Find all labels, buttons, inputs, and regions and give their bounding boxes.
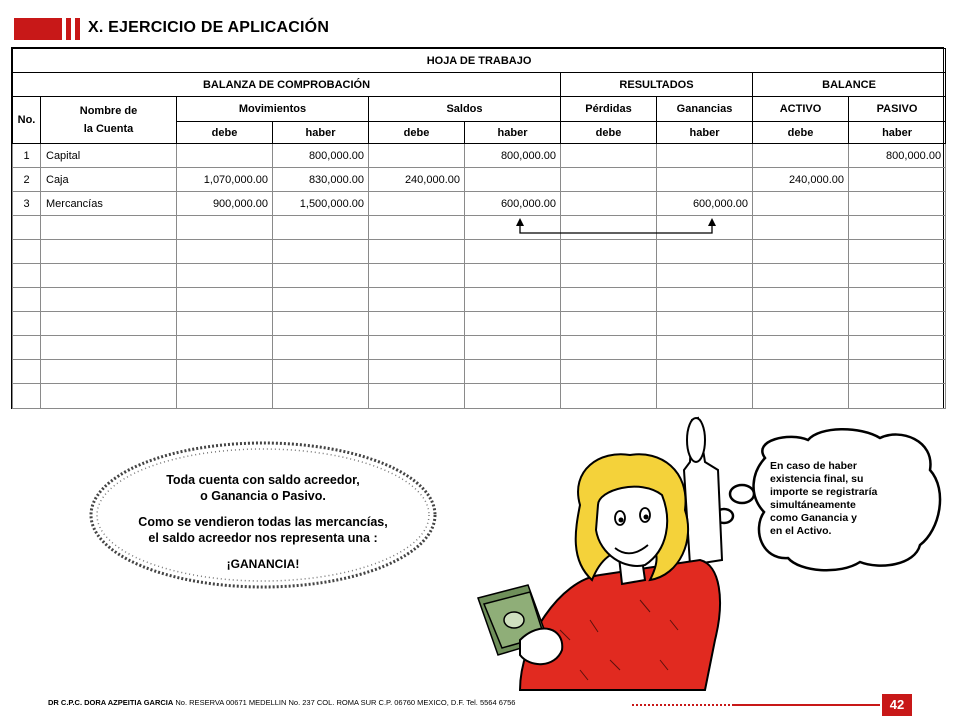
col-res-haber: haber [657,122,753,144]
cell-pasivo: 800,000.00 [849,144,946,168]
cell-mov-debe: 1,070,000.00 [177,168,273,192]
cell-sal-debe: 240,000.00 [369,168,465,192]
cloud-line-5: como Ganancia y [770,512,857,524]
cloud-line-4: simultáneamente [770,499,856,511]
row-number: 3 [13,192,41,216]
note-line-2: o Ganancia o Pasivo. [200,489,326,503]
group-balanza: BALANZA DE COMPROBACIÓN [13,73,561,97]
cell-mov-haber: 1,500,000.00 [273,192,369,216]
header-pasivo: PASIVO [849,97,946,122]
page-title: X. EJERCICIO DE APLICACIÓN [88,19,330,36]
header-ganancias: Ganancias [657,97,753,122]
account-name: Capital [41,144,177,168]
cloud-line-6: en el Activo. [770,525,832,537]
note-line-1: Toda cuenta con saldo acreedor, [166,473,360,487]
row-number: 1 [13,144,41,168]
col-res-debe: debe [561,122,657,144]
col-sal-haber: haber [465,122,561,144]
note-line-5: ¡GANANCIA! [226,557,300,571]
worksheet-title: HOJA DE TRABAJO [13,49,946,73]
page-number: 42 [882,694,912,716]
footer-dotted-line [632,704,730,706]
cell-sal-haber: 600,000.00 [465,192,561,216]
group-balance: BALANCE [753,73,946,97]
cloud-line-2: existencia final, su [770,473,864,485]
cell-sal-haber: 800,000.00 [465,144,561,168]
col-sal-debe: debe [369,122,465,144]
footer-author: DR C.P.C. DORA AZPEITIA GARCIA [48,698,174,707]
header-perdidas: Pérdidas [561,97,657,122]
header-account-line1: Nombre de [79,105,138,117]
col-mov-haber: haber [273,122,369,144]
col-bal-haber: haber [849,122,946,144]
header-account-line2: la Cuenta [83,123,134,135]
cell-mov-haber: 830,000.00 [273,168,369,192]
cell-activo: 240,000.00 [753,168,849,192]
cell-mov-debe: 900,000.00 [177,192,273,216]
note-line-3: Como se vendieron todas las mercancías, [138,515,388,529]
group-resultados: RESULTADOS [561,73,753,97]
header-saldos: Saldos [369,97,561,122]
note-cloud-text [770,460,920,538]
header-no: No. [13,97,41,144]
cloud-line-1: En caso de haber [770,460,857,472]
row-number: 2 [13,168,41,192]
header-movimientos: Movimientos [177,97,369,122]
footer-address: No. RESERVA 00671 MEDELLIN No. 237 COL. ROMA SUR C.P. 06760 MEXICO, D.F. Tel. 5564 6756 [175,698,516,707]
cloud-line-3: importe se registraría [770,486,878,498]
header-activo: ACTIVO [753,97,849,122]
footer-credits [48,698,515,707]
account-name: Caja [41,168,177,192]
col-mov-debe: debe [177,122,273,144]
account-name: Mercancías [41,192,177,216]
col-bal-debe: debe [753,122,849,144]
footer-rule [732,704,880,706]
cell-mov-haber: 800,000.00 [273,144,369,168]
note-line-4: el saldo acreedor nos representa una : [148,531,378,545]
cell-ganancias: 600,000.00 [657,192,753,216]
